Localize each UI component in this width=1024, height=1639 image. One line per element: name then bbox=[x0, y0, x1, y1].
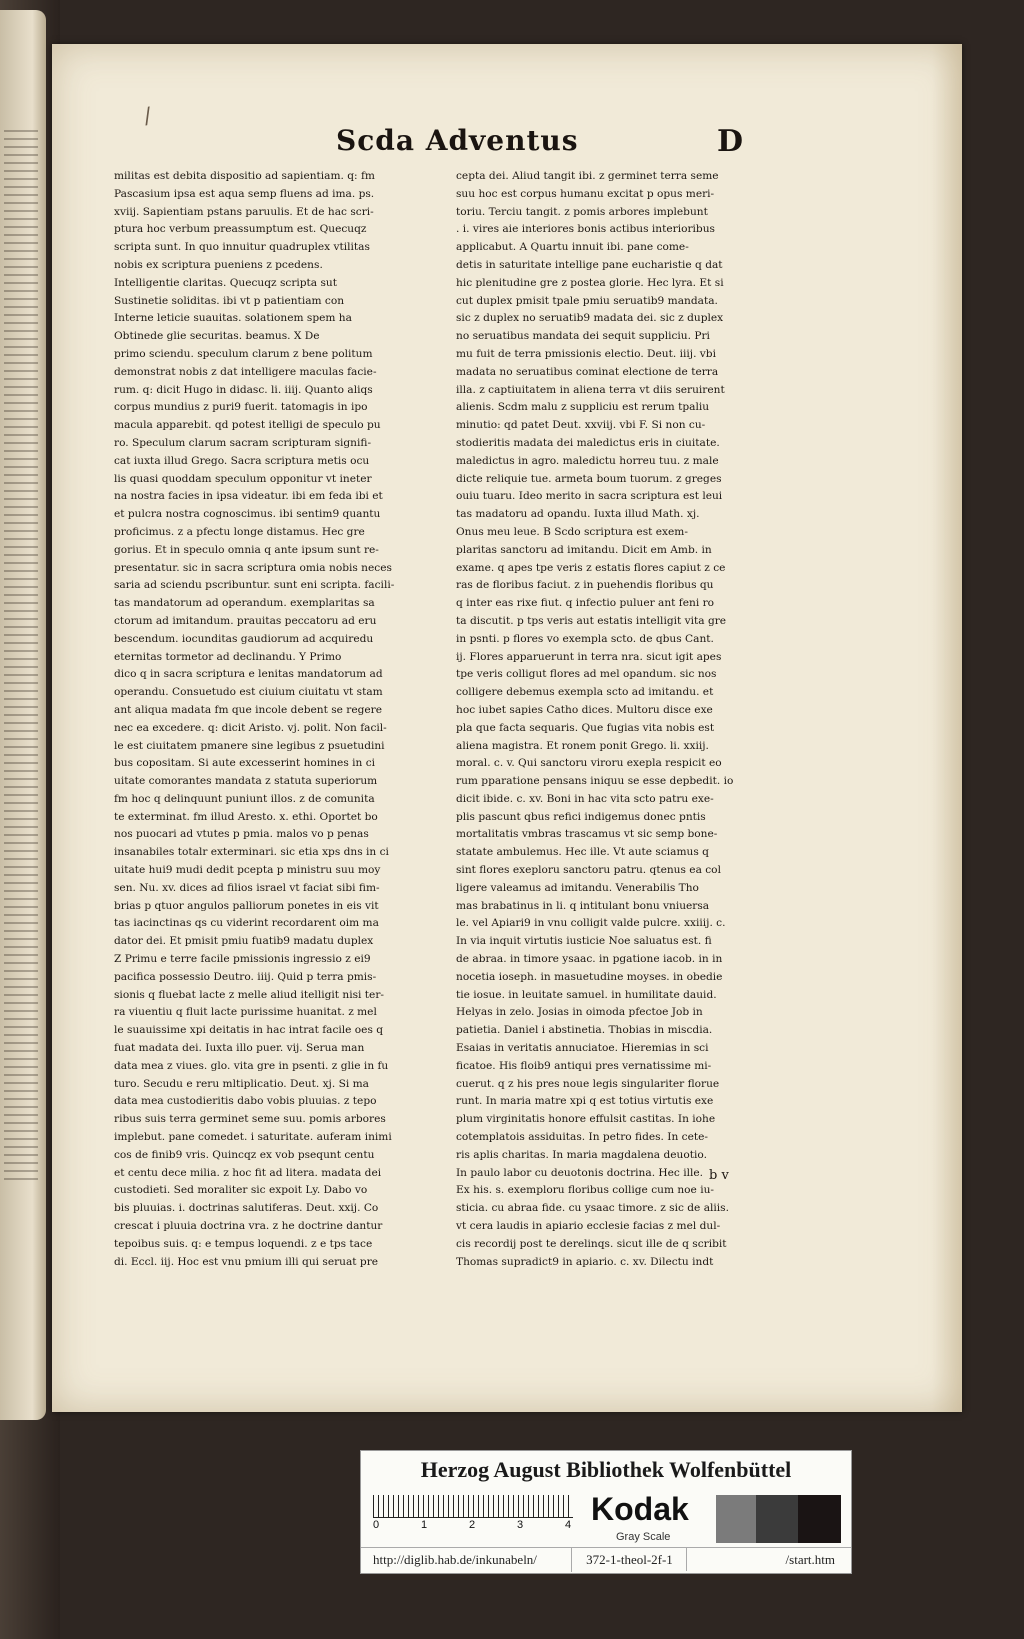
book-page bbox=[52, 44, 962, 1412]
text-line: xviij. Sapientiam pstans paruulis. Et de hac scri- bbox=[114, 205, 374, 218]
text-line: Thomas supradict9 in apiario. c. xv. Dilectu indt bbox=[456, 1255, 714, 1268]
text-line: runt. In maria matre xpi q est totius virtutis exe bbox=[456, 1095, 714, 1108]
text-line: bus copositam. Si aute excesserint homines in ci bbox=[114, 757, 376, 770]
text-line: tas mandatorum ad operandum. exemplaritas sa bbox=[114, 597, 375, 610]
text-line: tas madatoru ad opandu. Iuxta illud Math. xj. bbox=[456, 508, 700, 521]
gray-scale-patches bbox=[716, 1495, 841, 1543]
text-line: tas iacinctinas qs cu viderint recordarent oim ma bbox=[114, 917, 379, 930]
text-line: cut duplex pmisit tpale pmiu seruatib9 mandata. bbox=[456, 294, 718, 307]
text-line: In paulo labor cu deuotonis doctrina. Hec ille. bbox=[456, 1166, 704, 1179]
page-headline bbox=[52, 124, 962, 174]
digital-library-url: http://diglib.hab.de/inkunabeln/ bbox=[361, 1547, 571, 1571]
text-line: ras de floribus faciut. z in puehendis floribus qu bbox=[456, 579, 714, 592]
text-line: ficatoe. His floib9 antiqui pres vernatissime mi- bbox=[456, 1059, 712, 1072]
text-line: vt cera laudis in apiario ecclesie facias z mel dul- bbox=[456, 1220, 721, 1233]
text-line: saria ad sciendu pscribuntur. sunt eni scripta. facili- bbox=[114, 579, 395, 592]
text-line: . i. vires aie interiores bonis actibus interioribus bbox=[456, 223, 715, 236]
text-line: ta discutit. p tps veris aut estatis intelligit vita gre bbox=[456, 614, 727, 627]
text-line: sic z duplex no seruatib9 madata dei. sic z duplex bbox=[456, 312, 724, 325]
text-line: turo. Secudu e reru mltiplicatio. Deut. xj. Si ma bbox=[114, 1077, 369, 1090]
text-column-left bbox=[114, 168, 462, 1268]
text-line: rum pparatione pensans iniquu se esse depbedit. io bbox=[456, 775, 734, 788]
text-line: nec ea excedere. q: dicit Aristo. vj. polit. Non facil- bbox=[114, 721, 387, 734]
text-line: q inter eas rixe fiut. q infectio puluer ant feni ro bbox=[456, 597, 715, 610]
gray-patch-dark bbox=[798, 1495, 841, 1543]
text-line: colligere debemus exempla scto ad imitandu. et bbox=[456, 686, 714, 699]
kodak-logo: Kodak bbox=[591, 1491, 689, 1527]
text-line: ra viuentiu q fluit lacte purissime huanitat. z mel bbox=[114, 1006, 377, 1019]
folio-letter: D bbox=[717, 124, 744, 159]
text-line: te exterminat. fm illud Aresto. x. ethi. Oportet bo bbox=[114, 810, 378, 823]
text-line: dicit ibide. c. xv. Boni in hac vita scto patru exe- bbox=[456, 792, 714, 805]
text-line: et pulcra nostra cognoscimus. ibi sentim9 quantu bbox=[114, 508, 381, 521]
text-line: lis quasi quoddam speculum opponitur vt ineter bbox=[114, 472, 372, 485]
text-line: data mea custodieritis dabo vobis pluuias. z tepo bbox=[114, 1095, 377, 1108]
ruler-number: 0 bbox=[373, 1519, 380, 1531]
text-line: ant aliqua madata fm que incole debent se regere bbox=[114, 703, 383, 716]
text-line: hic plenitudine gre z postea glorie. Hec lyra. Et si bbox=[456, 276, 724, 289]
text-line: cotemplatois assiduitas. In petro fides. In cete- bbox=[456, 1131, 708, 1144]
text-line: scripta sunt. In quo innuitur quadruplex vtilitas bbox=[114, 241, 370, 254]
text-line: dator dei. Et pmisit pmiu fuatib9 madatu duplex bbox=[114, 935, 374, 948]
text-line: eternitas tormetor ad declinandu. Y Primo bbox=[114, 650, 342, 663]
text-line: le est ciuitatem pmanere sine legibus z psuetudini bbox=[114, 739, 385, 752]
shelfmark-id: 372-1-theol-2f-1 bbox=[571, 1547, 687, 1572]
text-line: tie iosue. in leuitate samuel. in humilitate dauid. bbox=[456, 988, 717, 1001]
text-line: in psnti. p flores vo exempla scto. de qbus Cant. bbox=[456, 632, 714, 645]
text-line: tpe veris colligut flores ad mel opandum. sic nos bbox=[456, 668, 717, 681]
gray-patch-light bbox=[716, 1495, 756, 1543]
text-line: Sustinetie soliditas. ibi vt p patientiam con bbox=[114, 294, 345, 307]
text-column-right bbox=[456, 168, 804, 1268]
text-line: implebut. pane comedet. i saturitate. auferam inimi bbox=[114, 1131, 392, 1144]
previous-page-text-lines bbox=[4, 130, 38, 1180]
text-line: sionis q fluebat lacte z melle aliud itelligit nisi ter- bbox=[114, 988, 384, 1001]
text-line: illa. z captiuitatem in aliena terra vt diis seruirent bbox=[456, 383, 725, 396]
text-line: moral. c. v. Qui sanctoru viroru exepla respicit eo bbox=[456, 757, 722, 770]
text-line: Helyas in zelo. Josias in oimoda pfectoe Job in bbox=[456, 1006, 703, 1019]
text-line: primo sciendu. speculum clarum z bene politum bbox=[114, 347, 373, 360]
text-line: plis pascunt qbus refici indigemus donec pntis bbox=[456, 810, 706, 823]
text-line: corpus mundius z puri9 fuerit. tatomagis in ipo bbox=[114, 401, 368, 414]
text-line: crescat i pluuia doctrina vra. z he doctrine dantur bbox=[114, 1220, 383, 1233]
ruler-number: 3 bbox=[517, 1519, 524, 1531]
text-line: plaritas sanctoru ad imitandu. Dicit em Amb. in bbox=[456, 543, 712, 556]
text-line: cuerut. q z his pres noue legis singulariter florue bbox=[456, 1077, 720, 1090]
text-line: nos puocari ad vtutes p pmia. malos vo p penas bbox=[114, 828, 369, 841]
text-line: cos de finib9 vris. Quincqz ex vob psequnt centu bbox=[114, 1148, 375, 1161]
text-line: In via inquit virtutis iusticie Noe saluatus est. fi bbox=[456, 935, 712, 948]
text-line: patietia. Daniel i abstinetia. Thobias in miscdia. bbox=[456, 1024, 713, 1037]
ruler-number: 2 bbox=[469, 1519, 476, 1531]
measurement-ruler bbox=[373, 1495, 583, 1535]
text-line: nocetia ioseph. in masuetudine moyses. in obedie bbox=[456, 970, 723, 983]
text-line: nobis ex scriptura pueniens z pcedens. bbox=[114, 258, 323, 271]
text-line: et centu dece milia. z hoc fit ad litera. madata dei bbox=[114, 1166, 382, 1179]
text-line: cepta dei. Aliud tangit ibi. z germinet terra seme bbox=[456, 170, 719, 182]
library-target-card bbox=[360, 1450, 852, 1574]
text-line: fuat madata dei. Iuxta illo puer. vij. Serua man bbox=[114, 1042, 365, 1055]
text-line: Pascasium ipsa est aqua semp fluens ad ima. ps. bbox=[114, 187, 375, 200]
text-line: custodieti. Sed moraliter sic expoit Ly. Dabo vo bbox=[114, 1184, 368, 1197]
text-line: madata no seruatibus cominat electione de terra bbox=[456, 365, 719, 378]
start-page-path: /start.htm bbox=[686, 1547, 851, 1571]
text-line: brias p qtuor angulos palliorum ponetes in eis vit bbox=[114, 899, 379, 912]
gray-scale-label: Gray Scale bbox=[616, 1531, 671, 1543]
text-line: sticia. cu abraa fide. cu ysaac timore. z sic de aliis. bbox=[456, 1202, 729, 1215]
text-line: dico q in sacra scriptura e lenitas mandatorum ad bbox=[114, 668, 383, 681]
text-line: hoc iubet sapies Catho dices. Multoru disce exe bbox=[456, 703, 713, 716]
text-line: Z Primu e terre facile pmissionis ingressio z ei9 bbox=[114, 953, 371, 966]
text-line: ij. Flores apparuerunt in terra nra. sicut igit apes bbox=[456, 650, 722, 663]
text-line: mas brabatinus in li. q intitulant bonu vniuersa bbox=[456, 899, 710, 912]
text-line: ribus suis terra germinet seme suu. pomis arbores bbox=[114, 1113, 386, 1126]
text-line: na nostra facies in ipsa videatur. ibi em feda ibi et bbox=[114, 490, 383, 503]
text-line: macula apparebit. qd potest itelligi de speculo pu bbox=[114, 419, 381, 432]
text-line: mortalitatis vmbras trascamus vt sic semp bone- bbox=[456, 828, 718, 841]
ruler-number: 1 bbox=[421, 1519, 428, 1531]
pencil-mark: / bbox=[141, 103, 154, 130]
text-line: ro. Speculum clarum sacram scripturam signifi- bbox=[114, 436, 372, 449]
text-line: le suauissime xpi deitatis in hac intrat facile oes q bbox=[114, 1024, 384, 1037]
text-line: no seruatibus mandata dei sequit suppliciu. Pri bbox=[456, 330, 710, 343]
previous-page-edge bbox=[0, 10, 46, 1420]
text-line: stodieritis madata dei maledictus eris in ciuitate. bbox=[456, 436, 720, 449]
text-line: statate ambulemus. Hec ille. Vt aute sciamus q bbox=[456, 846, 709, 859]
library-name: Herzog August Bibliothek Wolfenbüttel bbox=[420, 1457, 792, 1482]
text-line: Interne leticie suauitas. solationem spem ha bbox=[114, 312, 352, 325]
text-line: bis pluuias. i. doctrinas salutiferas. Deut. xxij. Co bbox=[114, 1202, 379, 1215]
ruler-number: 4 bbox=[565, 1519, 572, 1531]
text-line: dicte reliquie tue. armeta boum tuorum. z greges bbox=[456, 472, 722, 485]
text-line: plum virginitatis honore effulsit castitas. In iohe bbox=[456, 1113, 716, 1126]
text-line: insanabiles totalr exterminari. sic etia xps dns in ci bbox=[114, 846, 389, 859]
text-line: operandu. Consuetudo est ciuium ciuitatu vt stam bbox=[114, 686, 383, 699]
text-line: cat iuxta illud Grego. Sacra scriptura metis ocu bbox=[114, 454, 370, 467]
ruler-ticks bbox=[373, 1495, 573, 1517]
text-line: Intelligentie claritas. Quecuqz scripta sut bbox=[114, 276, 338, 289]
text-line: le. vel Apiari9 in vnu colligit valde pulcre. xxiiij. c. bbox=[456, 917, 726, 930]
text-line: di. Eccl. iij. Hoc est vnu pmium illi qui seruat pre bbox=[114, 1255, 379, 1268]
text-line: tepoibus suis. q: e tempus loquendi. z e tps tace bbox=[114, 1237, 373, 1250]
text-line: detis in saturitate intellige pane eucharistie q dat bbox=[456, 258, 723, 271]
running-title: Scda Adventus bbox=[336, 124, 579, 157]
text-line: uitate hui9 mudi dedit pcepta p ministru suu moy bbox=[114, 864, 381, 877]
text-line: fm hoc q delinquunt puniunt illos. z de comunita bbox=[114, 792, 375, 805]
text-line: maledictus in agro. maledictu horreu tuu. z male bbox=[456, 454, 719, 467]
text-line: Obtinede glie securitas. beamus. X De bbox=[114, 330, 320, 343]
text-line: cis recordij post te derelinqs. sicut ille de q scribit bbox=[456, 1237, 727, 1250]
text-line: bescendum. iocunditas gaudiorum ad acquiredu bbox=[114, 632, 374, 645]
text-line: ptura hoc verbum preassumptum est. Quecuqz bbox=[114, 223, 367, 236]
text-line: alienis. Scdm malu z suppliciu est rerum tpaliu bbox=[456, 401, 710, 414]
signature-mark: b v bbox=[709, 1168, 729, 1183]
text-line: ligere valeamus ad imitandu. Venerabilis Tho bbox=[456, 881, 699, 894]
text-line: ouiu tuaru. Ideo merito in sacra scriptura est leui bbox=[456, 490, 723, 503]
text-line: ctorum ad imitandum. prauitas peccatoru ad eru bbox=[114, 614, 377, 627]
text-line: aliena magistra. Et ronem ponit Grego. li. xxiij. bbox=[456, 739, 709, 752]
text-line: exame. q apes tpe veris z estatis flores capiut z ce bbox=[456, 561, 726, 574]
ruler-baseline bbox=[373, 1517, 573, 1518]
text-line: suu hoc est corpus humanu excitat p opus meri- bbox=[456, 187, 715, 200]
text-line: de abraa. in timore ysaac. in pgatione iacob. in in bbox=[456, 953, 723, 966]
text-line: mu fuit de terra pmissionis electio. Deut. iiij. vbi bbox=[456, 347, 716, 360]
text-line: toriu. Terciu tangit. z pomis arbores implebunt bbox=[456, 205, 708, 218]
text-line: proficimus. z a pfectu longe distamus. Hec gre bbox=[114, 525, 365, 538]
text-line: data mea z viues. glo. vita gre in psenti. z glie in fu bbox=[114, 1059, 389, 1072]
text-line: rum. q: dicit Hugo in didasc. li. iiij. Quanto aliqs bbox=[114, 383, 373, 396]
gray-patch-mid bbox=[756, 1495, 798, 1543]
text-line: pacifica possessio Deutro. iiij. Quid p terra pmis- bbox=[114, 970, 377, 983]
text-line: Onus meu leue. B Scdo scriptura est exem- bbox=[456, 525, 688, 538]
text-line: applicabut. A Quartu innuit ibi. pane come- bbox=[456, 241, 689, 254]
text-line: Ex his. s. exemploru floribus collige cum noe iu- bbox=[456, 1184, 714, 1197]
text-line: sint flores exeploru sanctoru patru. qtenus ea col bbox=[456, 864, 721, 877]
text-line: ris aplis charitas. In maria magdalena deuotio. bbox=[456, 1148, 707, 1161]
text-line: gorius. Et in speculo omnia q ante ipsum sunt re- bbox=[114, 543, 379, 556]
text-line: militas est debita dispositio ad sapientiam. q: fm bbox=[114, 170, 375, 182]
text-line: uitate comorantes mandata z statuta superiorum bbox=[114, 775, 378, 788]
text-line: pla que facta sequaris. Que fugias vita nobis est bbox=[456, 721, 715, 734]
text-line: presentatur. sic in sacra scriptura omia nobis neces bbox=[114, 561, 392, 574]
text-line: minutio: qd patet Deut. xxviij. vbi F. Si non cu- bbox=[456, 419, 706, 432]
text-line: sen. Nu. xv. dices ad filios israel vt faciat sibi fim- bbox=[114, 881, 380, 894]
text-line: demonstrat nobis z dat intelligere maculas facie- bbox=[114, 365, 377, 378]
text-line: Esaias in veritatis annuciatoe. Hieremias in sci bbox=[456, 1042, 709, 1055]
